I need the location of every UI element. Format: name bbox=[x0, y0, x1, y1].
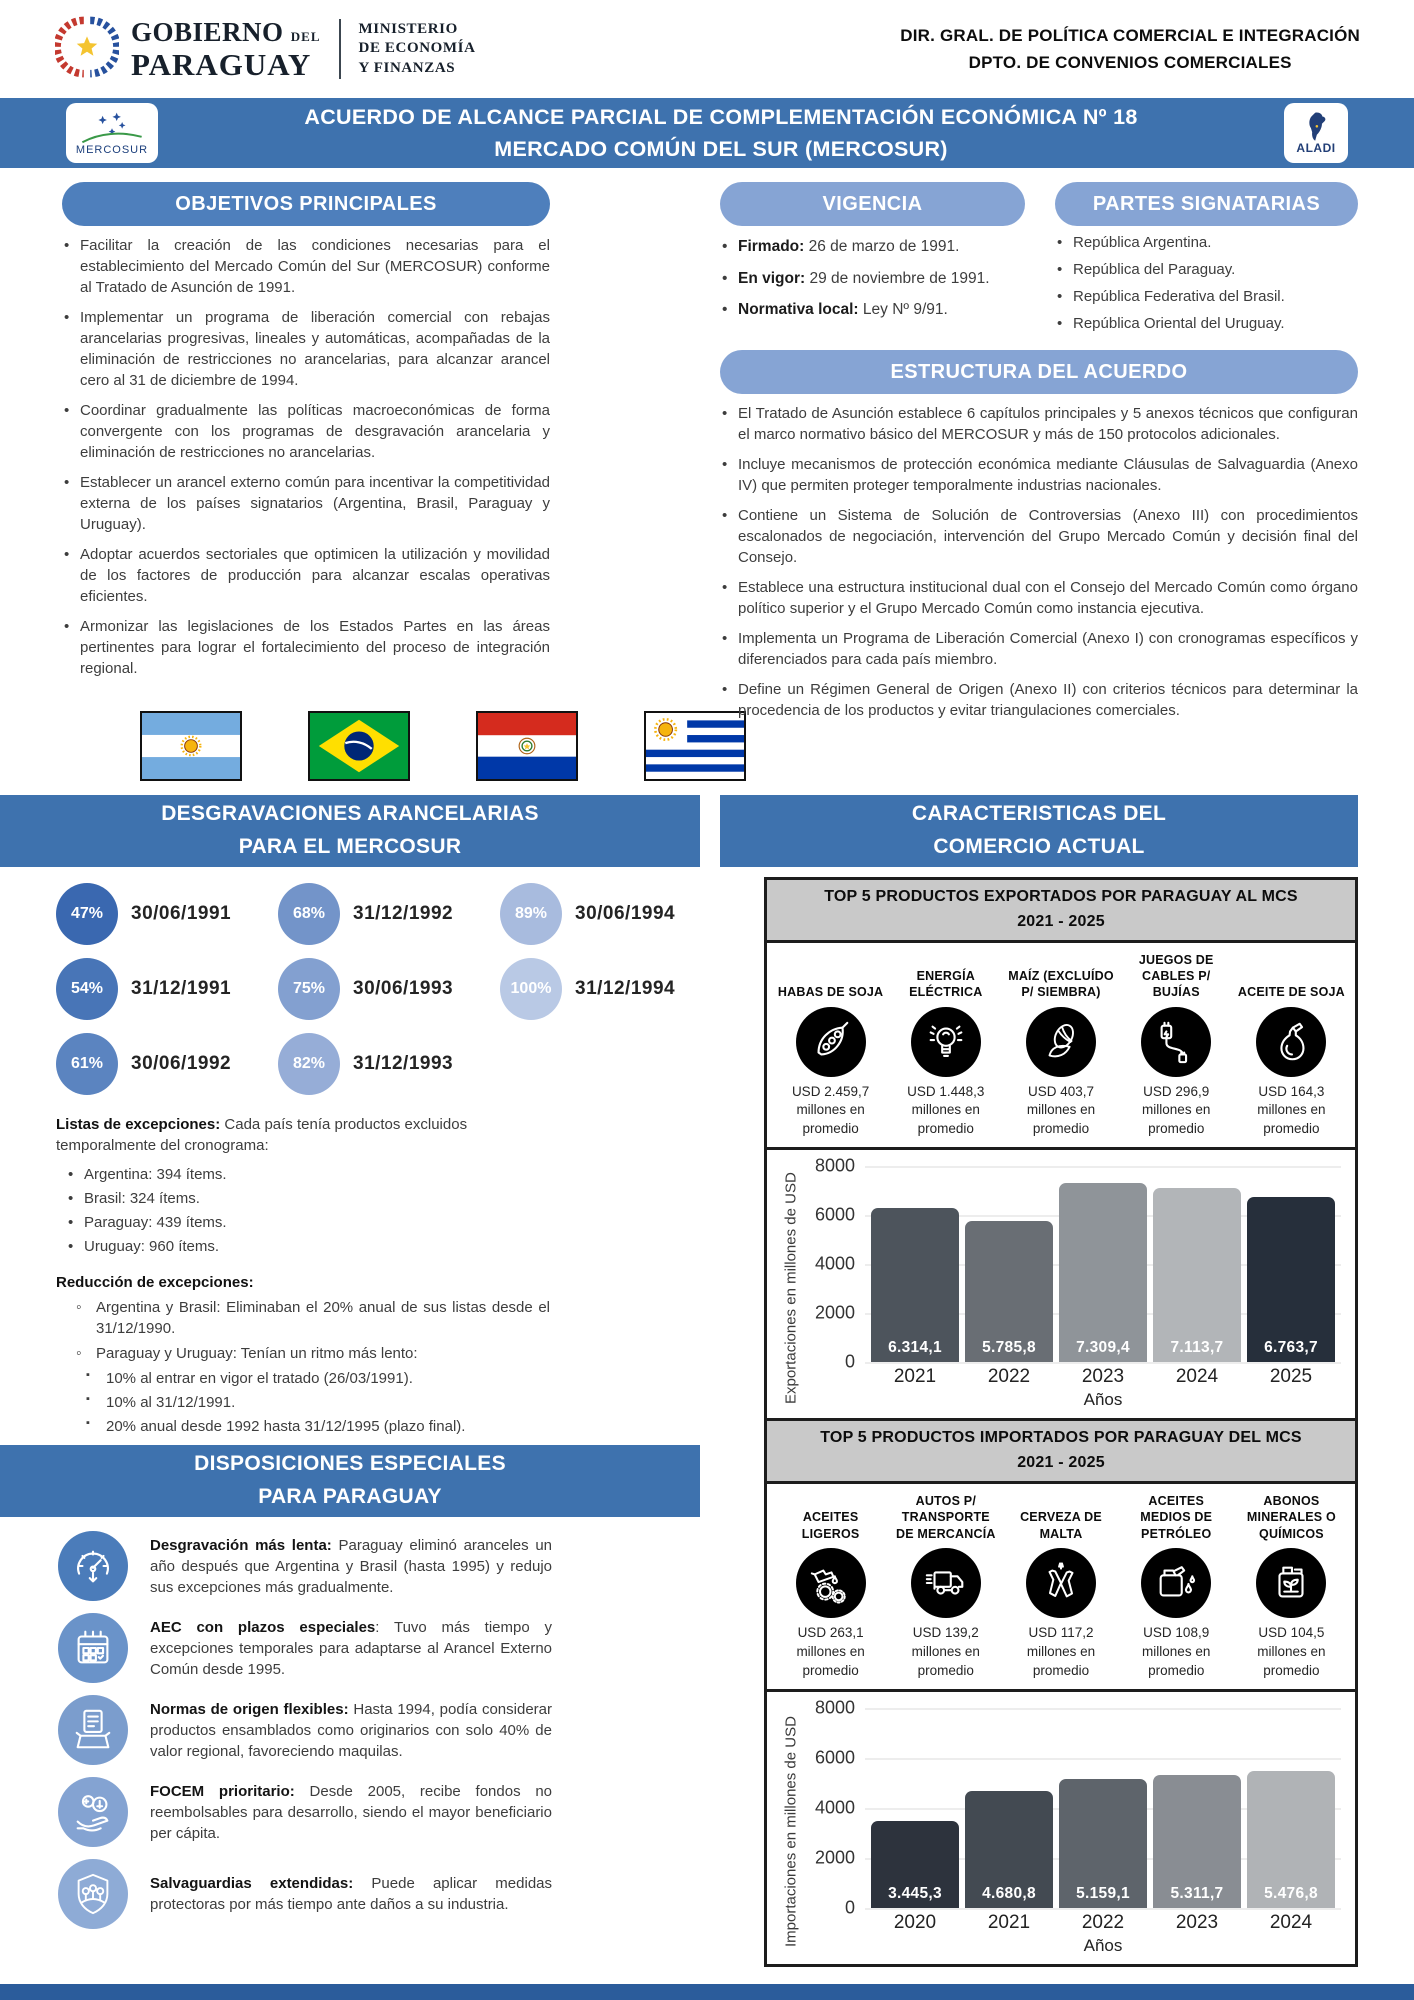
schedule-date: 30/06/1992 bbox=[131, 1053, 232, 1074]
percentage-circle: 61% bbox=[56, 1033, 118, 1095]
argentina-flag bbox=[140, 711, 242, 781]
y-tick-label: 8000 bbox=[814, 1155, 855, 1176]
x-tick-label: 2022 bbox=[1081, 1911, 1125, 1933]
right-upper-section bbox=[720, 182, 1414, 781]
disposicion-label: FOCEM prioritario: bbox=[150, 1782, 295, 1800]
beer-icon bbox=[1026, 1548, 1096, 1618]
schedule-item bbox=[278, 883, 490, 945]
y-tick-label: 0 bbox=[844, 1351, 855, 1372]
product-item bbox=[888, 1492, 1003, 1681]
percentage-circle: 54% bbox=[56, 958, 118, 1020]
export-title-line-1: TOP 5 PRODUCTOS EXPORTADOS POR PARAGUAY AL MCS bbox=[824, 888, 1298, 905]
bar-value-label: 5.311,7 bbox=[1170, 1884, 1224, 1902]
gobierno-wordmark bbox=[131, 16, 321, 82]
bar-value-label: 6.763,7 bbox=[1264, 1339, 1318, 1357]
fertilizer-icon bbox=[1256, 1548, 1326, 1618]
product-value: USD 2.459,7 millones en promedio bbox=[791, 1083, 870, 1137]
import-chart-wrap bbox=[767, 1689, 1355, 1964]
y-tick-label: 4000 bbox=[814, 1797, 855, 1818]
objetivo-item: • Adoptar acuerdos sectoriales que optimicen la utilización y movilidad de los factores de producción para alcanzar escalas operativas eficientes. bbox=[62, 544, 550, 607]
product-item bbox=[773, 1492, 888, 1681]
vigencia-item bbox=[720, 268, 1025, 290]
bar-cell bbox=[871, 1166, 959, 1362]
disposicion-text bbox=[150, 1617, 552, 1680]
percentage-circle: 82% bbox=[278, 1033, 340, 1095]
bar-cell bbox=[1059, 1708, 1147, 1908]
schedule-item bbox=[56, 958, 268, 1020]
disposiciones-list bbox=[0, 1517, 700, 1929]
oil-can-icon bbox=[796, 1548, 866, 1618]
estructura-item: • Incluye mecanismos de protección económica mediante Cláusulas de Salvaguardia (Anexo IV) que permiten proteger temporalmente industrias nacionales. bbox=[720, 454, 1358, 496]
schedule-date: 31/12/1991 bbox=[131, 978, 232, 999]
import-products-row bbox=[767, 1484, 1355, 1689]
parte-item: • República del Paraguay. bbox=[1055, 259, 1358, 280]
mercosur-stars-icon bbox=[73, 111, 151, 147]
section-bands bbox=[0, 795, 1414, 867]
partes-list bbox=[1055, 232, 1358, 334]
caracteristicas-band bbox=[720, 795, 1358, 867]
del-word: DEL bbox=[290, 28, 321, 44]
bar-cell bbox=[1247, 1708, 1335, 1908]
ministry-line: MINISTERIO bbox=[358, 20, 458, 37]
checklist-box-icon bbox=[58, 1695, 128, 1765]
bar-value-label: 3.445,3 bbox=[888, 1884, 942, 1902]
disposicion-text bbox=[150, 1781, 552, 1844]
product-item bbox=[1119, 1492, 1234, 1681]
schedule-column bbox=[56, 883, 268, 1108]
title-band bbox=[0, 98, 1414, 168]
schedule-date: 31/12/1993 bbox=[353, 1053, 454, 1074]
estructura-item: • El Tratado de Asunción establece 6 capítulos principales y 5 anexos técnicos que configuran el marco normativo básico del MERCOSUR y más de 150 protocolos adicionales. bbox=[720, 403, 1358, 445]
corn-icon bbox=[1026, 1007, 1096, 1077]
product-name: MAÍZ (EXCLUÍDO P/ SIEMBRA) bbox=[1008, 969, 1114, 1000]
product-value: USD 104,5 millones en promedio bbox=[1257, 1624, 1326, 1678]
vigencia-item-value: 29 de noviembre de 1991. bbox=[805, 269, 990, 287]
bar-value-label: 4.680,8 bbox=[982, 1884, 1036, 1902]
bar-cell bbox=[965, 1708, 1053, 1908]
footer-bar bbox=[0, 1984, 1414, 2000]
reduccion-item: ◦ Argentina y Brasil: Eliminaban el 20% anual de sus listas desde el 31/12/1990. bbox=[70, 1297, 550, 1339]
estructura-list bbox=[720, 403, 1358, 721]
schedule-date: 30/06/1994 bbox=[575, 903, 676, 924]
bar-value-label: 5.785,8 bbox=[982, 1339, 1036, 1357]
percentage-circle: 47% bbox=[56, 883, 118, 945]
export-table-header bbox=[767, 880, 1355, 943]
x-tick-label: 2024 bbox=[1269, 1911, 1313, 1933]
objetivo-item: • Implementar un programa de liberación comercial con rebajas arancelarias progresivas, lineales y automáticas, acompañadas de la eliminación de restricciones no arancelarias, para alcanzar arancel cero al 31 de diciembre de 1994. bbox=[62, 307, 550, 391]
x-axis-ticks bbox=[813, 1366, 1341, 1388]
disposicion-item bbox=[58, 1859, 552, 1929]
schedule-item bbox=[56, 1033, 268, 1095]
bar-2022 bbox=[1059, 1779, 1147, 1908]
left-lower-section bbox=[0, 867, 700, 1967]
ministry-line: Y FINANZAS bbox=[358, 59, 456, 76]
disposicion-text bbox=[150, 1535, 552, 1598]
bar-value-label: 5.476,8 bbox=[1264, 1884, 1318, 1902]
product-name: CERVEZA DE MALTA bbox=[1020, 1510, 1102, 1541]
y-axis-ticks bbox=[813, 1155, 865, 1372]
disposicion-item bbox=[58, 1613, 552, 1683]
schedule-date: 31/12/1992 bbox=[353, 903, 454, 924]
reduccion-list bbox=[56, 1297, 550, 1437]
x-axis-title: Años bbox=[1083, 1935, 1123, 1955]
calendar-icon bbox=[58, 1613, 128, 1683]
bar-cell bbox=[1153, 1708, 1241, 1908]
truck-icon bbox=[911, 1548, 981, 1618]
reduccion-subitem: ▪ 10% al 31/12/1991. bbox=[84, 1392, 550, 1413]
product-name: ACEITE DE SOJA bbox=[1237, 985, 1345, 1000]
product-name: HABAS DE SOJA bbox=[777, 985, 884, 1000]
partes-section bbox=[1055, 182, 1358, 340]
x-tick-label: 2020 bbox=[893, 1911, 937, 1933]
reduccion-subitem: ▪ 20% anual desde 1992 hasta 31/12/1995 (plazo final). bbox=[84, 1416, 550, 1437]
department-title bbox=[900, 22, 1360, 76]
import-title-line-2: 2021 - 2025 bbox=[1017, 1454, 1105, 1472]
gobierno-paraguay-logo bbox=[55, 15, 476, 84]
cable-icon bbox=[1141, 1007, 1211, 1077]
bar-cell bbox=[1059, 1166, 1147, 1362]
disposicion-body: Hasta 1994, podía considerar productos ensamblados como originarios con solo 40% de valor regional, favoreciendo maquilas. bbox=[150, 1700, 552, 1760]
soybean-icon bbox=[796, 1007, 866, 1077]
objetivos-header: OBJETIVOS PRINCIPALES bbox=[62, 182, 550, 226]
schedule-date: 31/12/1994 bbox=[575, 978, 676, 999]
objetivo-item: • Coordinar gradualmente las políticas macroeconómicas de forma convergente con los programas de desgravación arancelaria y eliminación de restricciones no arancelarias. bbox=[62, 400, 550, 463]
bar-value-label: 7.309,4 bbox=[1076, 1339, 1130, 1357]
schedule-item bbox=[500, 883, 690, 945]
dept-line-2: DPTO. DE CONVENIOS COMERCIALES bbox=[968, 53, 1292, 72]
coins-hand-icon bbox=[58, 1777, 128, 1847]
y-tick-label: 8000 bbox=[814, 1697, 855, 1718]
product-name: ACEITES MEDIOS DE PETRÓLEO bbox=[1140, 1494, 1213, 1541]
objetivos-list bbox=[62, 235, 550, 679]
lightbulb-icon bbox=[911, 1007, 981, 1077]
paraguay-wreath-icon bbox=[55, 15, 119, 84]
desgravaciones-title-line-1: DESGRAVACIONES ARANCELARIAS bbox=[161, 802, 539, 826]
product-value: USD 108,9 millones en promedio bbox=[1142, 1624, 1211, 1678]
schedule-item bbox=[56, 883, 268, 945]
y-tick-label: 4000 bbox=[814, 1253, 855, 1274]
top-header bbox=[0, 0, 1414, 98]
percentage-circle: 75% bbox=[278, 958, 340, 1020]
x-tick-label: 2022 bbox=[987, 1366, 1031, 1388]
percentage-circle: 68% bbox=[278, 883, 340, 945]
export-chart-wrap bbox=[767, 1147, 1355, 1418]
bar-2023 bbox=[1153, 1775, 1241, 1908]
speedometer-icon bbox=[58, 1531, 128, 1601]
desgravaciones-band bbox=[0, 795, 700, 867]
disposicion-text bbox=[150, 1699, 552, 1762]
listas-excepciones bbox=[0, 1108, 700, 1257]
ministry-name bbox=[359, 20, 476, 79]
document-title-line-2: MERCADO COMÚN DEL SUR (MERCOSUR) bbox=[494, 137, 948, 161]
disposicion-text bbox=[150, 1873, 552, 1915]
estructura-item: • Implementa un Programa de Liberación Comercial (Anexo I) con cronogramas específicos y diferenciados para cada país miembro. bbox=[720, 628, 1358, 670]
mercosur-logo bbox=[66, 103, 158, 163]
disposiciones-title-line-2: PARA PARAGUAY bbox=[258, 1485, 442, 1508]
schedule-column bbox=[500, 883, 690, 1108]
product-item bbox=[1234, 951, 1349, 1140]
percentage-circle: 100% bbox=[500, 958, 562, 1020]
bar-value-label: 7.113,7 bbox=[1170, 1339, 1224, 1357]
bar-cell bbox=[1247, 1166, 1335, 1362]
ministry-line: DE ECONOMÍA bbox=[358, 40, 476, 57]
bar-2025 bbox=[1247, 1197, 1335, 1363]
schedule-date: 30/06/1991 bbox=[131, 903, 232, 924]
product-name: ENERGÍA ELÉCTRICA bbox=[909, 969, 983, 1000]
mercosur-label: MERCOSUR bbox=[75, 143, 149, 156]
import-bar-chart bbox=[771, 1697, 1341, 1956]
paraguay-flag bbox=[476, 711, 578, 781]
disposicion-body: Puede aplicar medidas protectoras por más tiempo ante daños a su industria. bbox=[150, 1875, 552, 1913]
partes-header: PARTES SIGNATARIAS bbox=[1055, 182, 1358, 226]
vigencia-item-label: Normativa local: bbox=[738, 301, 859, 319]
vigencia-list bbox=[720, 236, 1025, 321]
vigencia-item-value: 26 de marzo de 1991. bbox=[804, 238, 960, 255]
bar-cell bbox=[1153, 1166, 1241, 1362]
lista-excepcion-item: • Brasil: 324 ítems. bbox=[66, 1188, 550, 1209]
gridline bbox=[865, 1908, 1341, 1910]
disposiciones-band bbox=[0, 1445, 700, 1517]
chart-main bbox=[813, 1697, 1341, 1956]
vigencia-item-value: Ley Nº 9/91. bbox=[858, 301, 948, 319]
product-name: AUTOS P/ TRANSPORTE DE MERCANCÍA bbox=[895, 1494, 996, 1541]
member-flags-row bbox=[140, 711, 746, 781]
vigencia-item-label: Firmado: bbox=[738, 238, 805, 255]
export-title-line-2: 2021 - 2025 bbox=[1017, 912, 1105, 930]
x-tick-label: 2025 bbox=[1269, 1366, 1313, 1388]
desgravaciones-schedule bbox=[0, 867, 700, 1108]
product-item bbox=[1003, 951, 1118, 1140]
objetivo-item: • Armonizar las legislaciones de los Estados Partes en las áreas pertinentes para lograr el fortalecimiento del proceso de integración regional. bbox=[62, 616, 550, 679]
document-title-line-1: ACUERDO DE ALCANCE PARCIAL DE COMPLEMENTACIÓN ECONÓMICA Nº 18 bbox=[304, 104, 1138, 129]
aladi-label: ALADI bbox=[1296, 141, 1336, 155]
product-name: ABONOS MINERALES O QUÍMICOS bbox=[1246, 1494, 1336, 1541]
vigencia-header: VIGENCIA bbox=[720, 182, 1025, 226]
logo-divider bbox=[339, 19, 341, 79]
product-value: USD 263,1 millones en promedio bbox=[796, 1624, 865, 1678]
schedule-item bbox=[278, 1033, 490, 1095]
upper-content bbox=[0, 182, 1414, 781]
estructura-item: • Establece una estructura institucional dual con el Consejo del Mercado Común como órgano político superior y el Grupo Mercado Común como instancia ejecutiva. bbox=[720, 577, 1358, 619]
estructura-header: ESTRUCTURA DEL ACUERDO bbox=[720, 350, 1358, 394]
disposicion-body: Paraguay eliminó aranceles un año después que Argentina y Brasil (hasta 1995) y redujo sus excepciones más gradualmente. bbox=[150, 1536, 553, 1596]
bar-2024 bbox=[1153, 1188, 1241, 1362]
chart-main bbox=[813, 1155, 1341, 1410]
disposicion-body: : Tuvo más tiempo y excepciones temporales para adaptarse al Arancel Externo Común desde 1995. bbox=[150, 1618, 552, 1678]
product-name: ACEITES LIGEROS bbox=[801, 1510, 860, 1541]
parte-item: • República Oriental del Uruguay. bbox=[1055, 313, 1358, 334]
vigencia-item bbox=[720, 299, 1025, 321]
product-value: USD 296,9 millones en promedio bbox=[1142, 1083, 1211, 1137]
aladi-logo bbox=[1284, 103, 1348, 163]
disposiciones-title-line-1: DISPOSICIONES ESPECIALES bbox=[194, 1452, 506, 1476]
y-tick-label: 2000 bbox=[814, 1302, 855, 1323]
schedule-column bbox=[278, 883, 490, 1108]
gridline bbox=[865, 1362, 1341, 1364]
objetivo-item: • Establecer un arancel externo común para incentivar la competitividad externa de los países signatarios (Argentina, Brasil, Paraguay y Uruguay). bbox=[62, 472, 550, 535]
product-item bbox=[1119, 951, 1234, 1140]
disposicion-item bbox=[58, 1695, 552, 1765]
right-lower-section bbox=[720, 867, 1414, 1967]
export-bar-chart bbox=[771, 1155, 1341, 1410]
bar-value-label: 5.159,1 bbox=[1076, 1884, 1130, 1902]
lista-excepcion-item: • Paraguay: 439 ítems. bbox=[66, 1212, 550, 1233]
bar-2020 bbox=[871, 1821, 959, 1907]
estructura-item: • Define un Régimen General de Origen (Anexo II) con criterios técnicos para determinar la procedencia de los productos y evitar triangulaciones comerciales. bbox=[720, 679, 1358, 721]
disposicion-label: Salvaguardias extendidas: bbox=[150, 1875, 354, 1892]
lista-excepcion-item: • Argentina: 394 ítems. bbox=[66, 1164, 550, 1185]
vigencia-item-label: En vigor: bbox=[738, 269, 806, 287]
document-title bbox=[176, 101, 1266, 166]
gobierno-word: GOBIERNO bbox=[131, 16, 284, 47]
caracteristicas-title-line-2: COMERCIO ACTUAL bbox=[933, 835, 1145, 858]
reduccion-excepciones bbox=[0, 1260, 700, 1437]
desgravaciones-title-line-2: PARA EL MERCOSUR bbox=[238, 835, 462, 858]
estructura-item: • Contiene un Sistema de Solución de Controversias (Anexo III) con procedimientos escalonados de negociación, intervención del Grupo Mercado Común y decisión final del Consejo. bbox=[720, 505, 1358, 568]
product-value: USD 139,2 millones en promedio bbox=[911, 1624, 980, 1678]
vigencia-item bbox=[720, 236, 1025, 258]
vigencia-section bbox=[720, 182, 1025, 340]
schedule-date: 30/06/1993 bbox=[353, 978, 454, 999]
chart-plot bbox=[865, 1708, 1341, 1908]
x-tick-label: 2024 bbox=[1175, 1366, 1219, 1388]
schedule-item bbox=[500, 958, 690, 1020]
disposicion-label: Normas de origen flexibles: bbox=[150, 1700, 349, 1718]
import-table-header bbox=[767, 1418, 1355, 1484]
y-tick-label: 6000 bbox=[814, 1204, 855, 1225]
product-value: USD 117,2 millones en promedio bbox=[1026, 1624, 1096, 1678]
x-tick-label: 2023 bbox=[1081, 1366, 1125, 1388]
disposicion-body: Desde 2005, recibe fondos no reembolsables para desarrollo, siendo el mayor beneficiario per cápita. bbox=[150, 1782, 553, 1842]
bar-2022 bbox=[965, 1221, 1053, 1363]
oil-bottle-icon bbox=[1256, 1007, 1326, 1077]
listas-list bbox=[66, 1164, 550, 1257]
bar-cell bbox=[871, 1708, 959, 1908]
y-tick-label: 0 bbox=[844, 1897, 855, 1918]
bar-2021 bbox=[965, 1791, 1053, 1908]
x-tick-label: 2021 bbox=[893, 1366, 937, 1388]
product-value: USD 403,7 millones en promedio bbox=[1026, 1083, 1096, 1137]
brazil-flag bbox=[308, 711, 410, 781]
schedule-item bbox=[278, 958, 490, 1020]
disposicion-label: Desgravación más lenta: bbox=[150, 1536, 332, 1554]
bar-2023 bbox=[1059, 1183, 1147, 1362]
export-products-row bbox=[767, 943, 1355, 1148]
product-value: USD 1.448,3 millones en promedio bbox=[907, 1083, 985, 1137]
product-item bbox=[1003, 1492, 1118, 1681]
listas-text: Cada país tenía productos excluidos temporalmente del cronograma: bbox=[56, 1116, 468, 1154]
disposicion-item bbox=[58, 1777, 552, 1847]
bars-group bbox=[865, 1708, 1341, 1908]
x-axis-ticks bbox=[813, 1912, 1341, 1934]
lista-excepcion-item: • Uruguay: 960 ítems. bbox=[66, 1236, 550, 1257]
bar-2024 bbox=[1247, 1771, 1335, 1908]
product-item bbox=[1234, 1492, 1349, 1681]
objetivo-item: • Facilitar la creación de las condiciones necesarias para el establecimiento del Mercado Común del Sur (MERCOSUR) conforme al Tratado de Asunción de 1991. bbox=[62, 235, 550, 298]
bars-group bbox=[865, 1166, 1341, 1362]
reduccion-item: ◦ Paraguay y Uruguay: Tenían un ritmo más lento: bbox=[70, 1343, 550, 1364]
shield-trees-icon bbox=[58, 1859, 128, 1929]
jerrycan-icon bbox=[1141, 1548, 1211, 1618]
parte-item: • República Argentina. bbox=[1055, 232, 1358, 253]
product-item bbox=[888, 951, 1003, 1140]
y-tick-label: 6000 bbox=[814, 1747, 855, 1768]
caracteristicas-title-line-1: CARACTERISTICAS DEL bbox=[911, 802, 1167, 826]
bar-cell bbox=[965, 1166, 1053, 1362]
product-value: USD 164,3 millones en promedio bbox=[1257, 1083, 1326, 1137]
product-item bbox=[773, 951, 888, 1140]
trade-box bbox=[764, 877, 1358, 1967]
disposicion-item bbox=[58, 1531, 552, 1601]
disposicion-label: AEC con plazos especiales bbox=[150, 1618, 376, 1636]
chart-row bbox=[813, 1697, 1341, 1918]
dept-line-1: DIR. GRAL. DE POLÍTICA COMERCIAL E INTEGRACIÓN bbox=[900, 25, 1360, 45]
product-name: JUEGOS DE CABLES P/ BUJÍAS bbox=[1138, 952, 1214, 1000]
listas-bold: Listas de excepciones: bbox=[56, 1116, 221, 1133]
chart-plot bbox=[865, 1166, 1341, 1362]
reduccion-subitem: ▪ 10% al entrar en vigor el tratado (26/03/1991). bbox=[84, 1368, 550, 1389]
x-tick-label: 2021 bbox=[987, 1911, 1031, 1933]
paraguay-word: PARAGUAY bbox=[131, 46, 312, 82]
percentage-circle: 89% bbox=[500, 883, 562, 945]
y-axis-ticks bbox=[813, 1697, 865, 1918]
listas-lead bbox=[56, 1114, 550, 1156]
x-axis-title: Años bbox=[1083, 1390, 1123, 1410]
y-axis-label: Exportaciones en millones de USD bbox=[782, 1172, 800, 1405]
lower-content bbox=[0, 867, 1414, 1967]
south-america-map-icon bbox=[1301, 111, 1331, 145]
y-tick-label: 2000 bbox=[814, 1847, 855, 1868]
parte-item: • República Federativa del Brasil. bbox=[1055, 286, 1358, 307]
objetivos-section bbox=[0, 182, 700, 781]
x-tick-label: 2023 bbox=[1175, 1911, 1219, 1933]
bar-2021 bbox=[871, 1208, 959, 1363]
chart-row bbox=[813, 1155, 1341, 1372]
import-title-line-1: TOP 5 PRODUCTOS IMPORTADOS POR PARAGUAY DEL MCS bbox=[820, 1429, 1302, 1447]
bar-value-label: 6.314,1 bbox=[888, 1339, 942, 1357]
reduccion-title: Reducción de excepciones: bbox=[56, 1274, 254, 1291]
y-axis-label: Importaciones en millones de USD bbox=[782, 1716, 800, 1948]
